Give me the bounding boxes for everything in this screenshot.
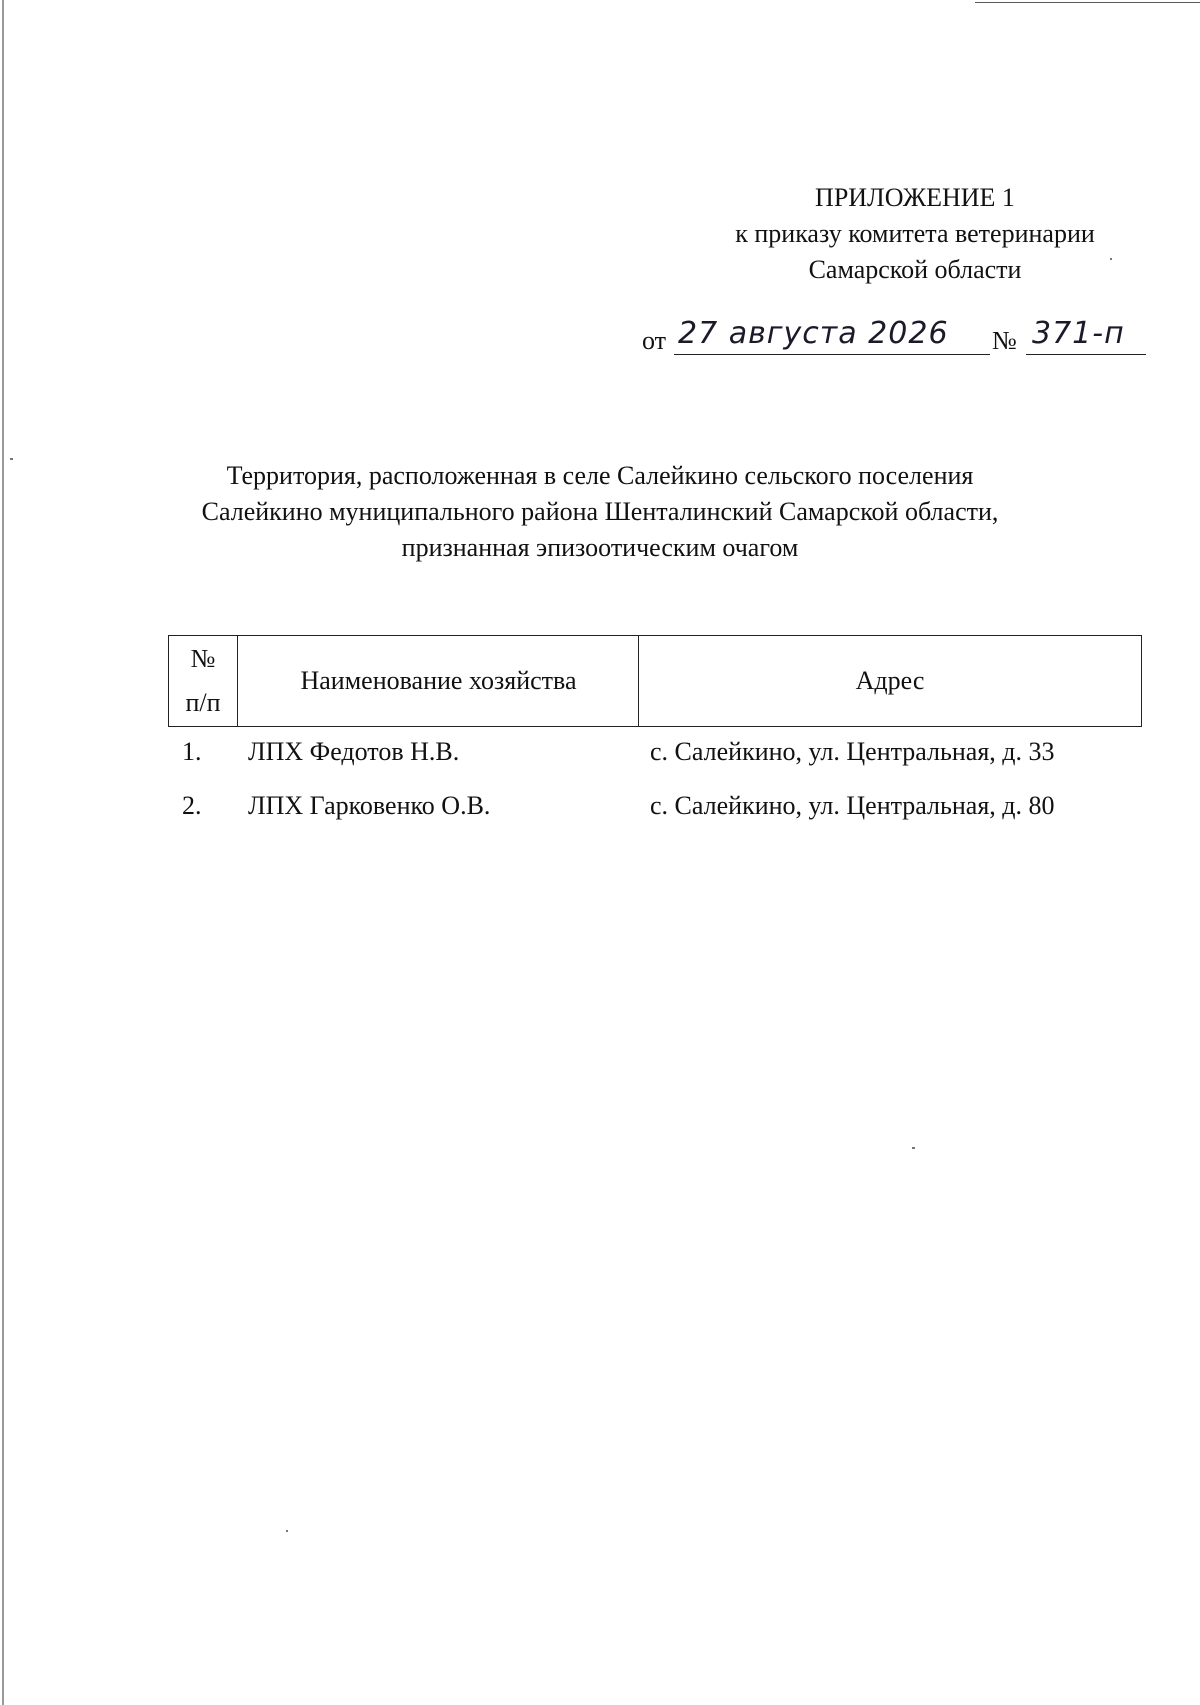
header-address: Адрес — [638, 636, 1141, 726]
row-farm-name: ЛПХ Гарковенко О.В. — [248, 791, 491, 820]
from-label: от — [642, 326, 667, 355]
document-title — [160, 458, 1040, 566]
title-line-1: Территория, расположенная в селе Салейкино сельского поселения — [226, 461, 974, 490]
scan-edge-left — [2, 0, 4, 1705]
scan-speck — [10, 458, 13, 460]
appendix-order-ref: к приказу комитета ветеринарии — [735, 219, 1095, 248]
title-line-2: Салейкино муниципального района Шенталинский Самарской области, — [201, 497, 999, 526]
header-number-sign: № — [190, 644, 216, 673]
table-header — [168, 635, 1142, 727]
scan-speck — [286, 1530, 288, 1532]
handwritten-date: 27 августа 2026 — [678, 316, 949, 351]
header-farm-name: Наименование хозяйства — [237, 636, 639, 726]
scan-edge-top — [975, 2, 1200, 3]
number-label: № — [992, 326, 1017, 355]
row-number: 2. — [182, 791, 202, 820]
row-farm-name: ЛПХ Федотов Н.В. — [248, 737, 460, 766]
scan-speck — [912, 1147, 915, 1149]
title-line-3: признанная эпизоотическим очагом — [401, 533, 799, 562]
handwritten-number: 371-п — [1032, 316, 1125, 351]
table-row — [168, 727, 1142, 781]
header-number-pp: п/п — [185, 688, 221, 717]
scan-speck — [1110, 258, 1112, 260]
farms-table — [168, 635, 1142, 835]
appendix-title: ПРИЛОЖЕНИЕ 1 — [815, 183, 1015, 212]
date-underline — [674, 354, 990, 355]
appendix-region: Самарской области — [808, 255, 1022, 284]
row-address: с. Салейкино, ул. Центральная, д. 80 — [650, 791, 1055, 820]
order-date-number — [640, 318, 1150, 368]
row-address: с. Салейкино, ул. Центральная, д. 33 — [650, 737, 1055, 766]
row-number: 1. — [182, 737, 202, 766]
header-number — [169, 636, 237, 726]
number-underline — [1026, 354, 1146, 355]
table-row — [168, 781, 1142, 835]
appendix-header — [700, 180, 1130, 288]
